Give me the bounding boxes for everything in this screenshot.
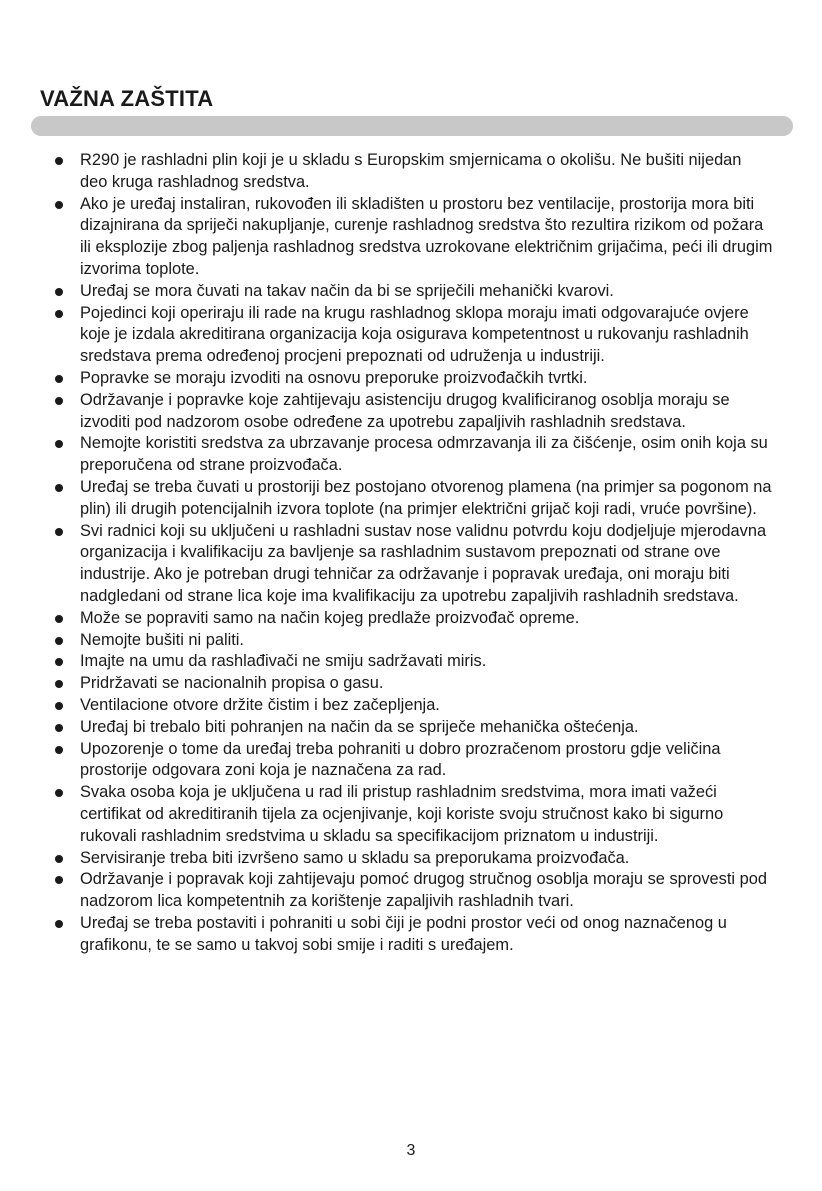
- list-item: [55, 608, 773, 630]
- bullet-icon: [55, 637, 63, 645]
- list-item-text: Nemojte bušiti ni paliti.: [80, 630, 244, 649]
- list-item: [55, 303, 773, 368]
- list-item-text: Održavanje i popravak koji zahtijevaju pomoć drugog stručnog osoblja moraju se sprovesti pod nadzorom lica kompetentnih za korištenje zapaljivih rashladnih tvari.: [80, 870, 767, 911]
- list-item: [55, 194, 773, 281]
- list-item: [55, 739, 773, 783]
- list-item: [55, 869, 773, 913]
- bullet-icon: [55, 789, 63, 797]
- list-item-text: Imajte na umu da rashlađivači ne smiju sadržavati miris.: [80, 652, 487, 671]
- list-item: [55, 717, 773, 739]
- list-item: [55, 848, 773, 870]
- list-item: [55, 630, 773, 652]
- list-item: [55, 521, 773, 608]
- list-item-text: Pridržavati se nacionalnih propisa o gasu.: [80, 674, 384, 693]
- bullet-icon: [55, 157, 63, 165]
- bullet-icon: [55, 658, 63, 666]
- list-item: [55, 651, 773, 673]
- list-item-text: Održavanje i popravke koje zahtijevaju asistenciju drugog kvalificiranog osoblja moraju se izvoditi pod nadzorom osobe određene za upotrebu zapaljivih rashladnih sredstava.: [80, 390, 730, 431]
- bullet-icon: [55, 680, 63, 688]
- list-item-text: Uređaj bi trebalo biti pohranjen na način da se spriječe mehanička oštećenja.: [80, 717, 639, 736]
- list-item: [55, 782, 773, 847]
- list-item-text: Pojedinci koji operiraju ili rade na krugu rashladnog sklopa moraju imati odgovarajuće ovjere koje je izdala akreditirana organizacija koja osigurava kompetentnost u rukovanju rashladnih sredstava prema određenoj procjeni prepoznati od udruženja u industriji.: [80, 303, 749, 366]
- bullet-icon: [55, 702, 63, 710]
- list-item-text: Uređaj se mora čuvati na takav način da bi se spriječili mehanički kvarovi.: [80, 281, 614, 300]
- bullet-icon: [55, 201, 63, 209]
- list-item: [55, 695, 773, 717]
- list-item-text: Servisiranje treba biti izvršeno samo u skladu sa preporukama proizvođača.: [80, 848, 630, 867]
- page-number: 3: [406, 1142, 416, 1159]
- safety-bullet-list: [55, 150, 773, 956]
- list-item-text: R290 je rashladni plin koji je u skladu s Europskim smjernicama o okolišu. Ne bušiti nijedan deo kruga rashladnog sredstva.: [80, 151, 742, 191]
- list-item-text: Upozorenje o tome da uređaj treba pohraniti u dobro prozračenom prostoru gdje veličina prostorije odgovara zoni koja je naznačena za rad.: [80, 739, 721, 780]
- list-item-text: Svi radnici koji su uključeni u rashladni sustav nose validnu potvrdu koju dodjeljuje mjerodavna organizacija i kvalifikaciju za bavljenje sa rashladnim sustavom prepoznati od strane ove industrije. Ako je potreban drugi tehničar za održavanje i popravak uređaja, oni moraju biti nadgledani od strane lica koje ima kvalifikaciju za upotrebu zapaljivih rashladnih sredstava.: [80, 521, 767, 605]
- bullet-icon: [55, 484, 63, 492]
- list-item-text: Popravke se moraju izvoditi na osnovu preporuke proizvođačkih tvrtki.: [80, 368, 588, 387]
- list-item: [55, 368, 773, 390]
- bullet-icon: [55, 397, 63, 405]
- list-item-text: Svaka osoba koja je uključena u rad ili pristup rashladnim sredstvima, mora imati važeći certifikat od akreditiranih tijela za ocjenjivanje, koji koriste svoju stručnost kako bi sigurno rukovali rashladnim sredstvima u skladu sa specifikacijom priznatom u industriji.: [80, 783, 724, 845]
- heading-divider-bar: [31, 116, 793, 136]
- list-item-text: Uređaj se treba postaviti i pohraniti u sobi čiji je podni prostor veći od onog naznačenog u grafikonu, te se samo u takvoj sobi smije i raditi s uređajem.: [80, 913, 727, 954]
- bullet-icon: [55, 310, 63, 318]
- list-item-text: Ventilacione otvore držite čistim i bez začepljenja.: [80, 695, 440, 714]
- bullet-icon: [55, 920, 63, 928]
- bullet-icon: [55, 440, 63, 448]
- list-item-text: Uređaj se treba čuvati u prostoriji bez postojano otvorenog plamena (na primjer sa pogonom na plin) ili drugih potencijalnih izvora toplote (na primjer električni grijač koji radi, vruće površine).: [80, 477, 772, 518]
- list-item-text: Nemojte koristiti sredstva za ubrzavanje procesa odmrzavanja ili za čišćenje, osim onih koja su preporučena od strane proizvođača.: [80, 434, 768, 475]
- list-item: [55, 673, 773, 695]
- bullet-icon: [55, 855, 63, 863]
- list-item-text: Može se popraviti samo na način kojeg predlaže proizvođač opreme.: [80, 608, 580, 627]
- page-heading: VAŽNA ZAŠTITA: [40, 86, 214, 111]
- list-item-text: Ako je uređaj instaliran, rukovođen ili skladišten u prostoru bez ventilacije, prostorija mora biti dizajnirana da spriječi nakupljanje, curenje rashladnog sredstva što rezultira rizikom od požara ili eksplozije zbog paljenja rashladnog sredstva uzrokovane električnim grijačima, peći ili drugim izvorima toplote.: [80, 194, 773, 278]
- list-item: [55, 477, 773, 521]
- bullet-icon: [55, 528, 63, 536]
- bullet-icon: [55, 375, 63, 383]
- list-item: [55, 281, 773, 303]
- bullet-icon: [55, 288, 63, 296]
- list-item: [55, 913, 773, 957]
- bullet-icon: [55, 746, 63, 754]
- bullet-icon: [55, 724, 63, 732]
- list-item: [55, 150, 773, 194]
- list-item: [55, 433, 773, 477]
- list-item: [55, 390, 773, 434]
- bullet-icon: [55, 615, 63, 623]
- bullet-icon: [55, 876, 63, 884]
